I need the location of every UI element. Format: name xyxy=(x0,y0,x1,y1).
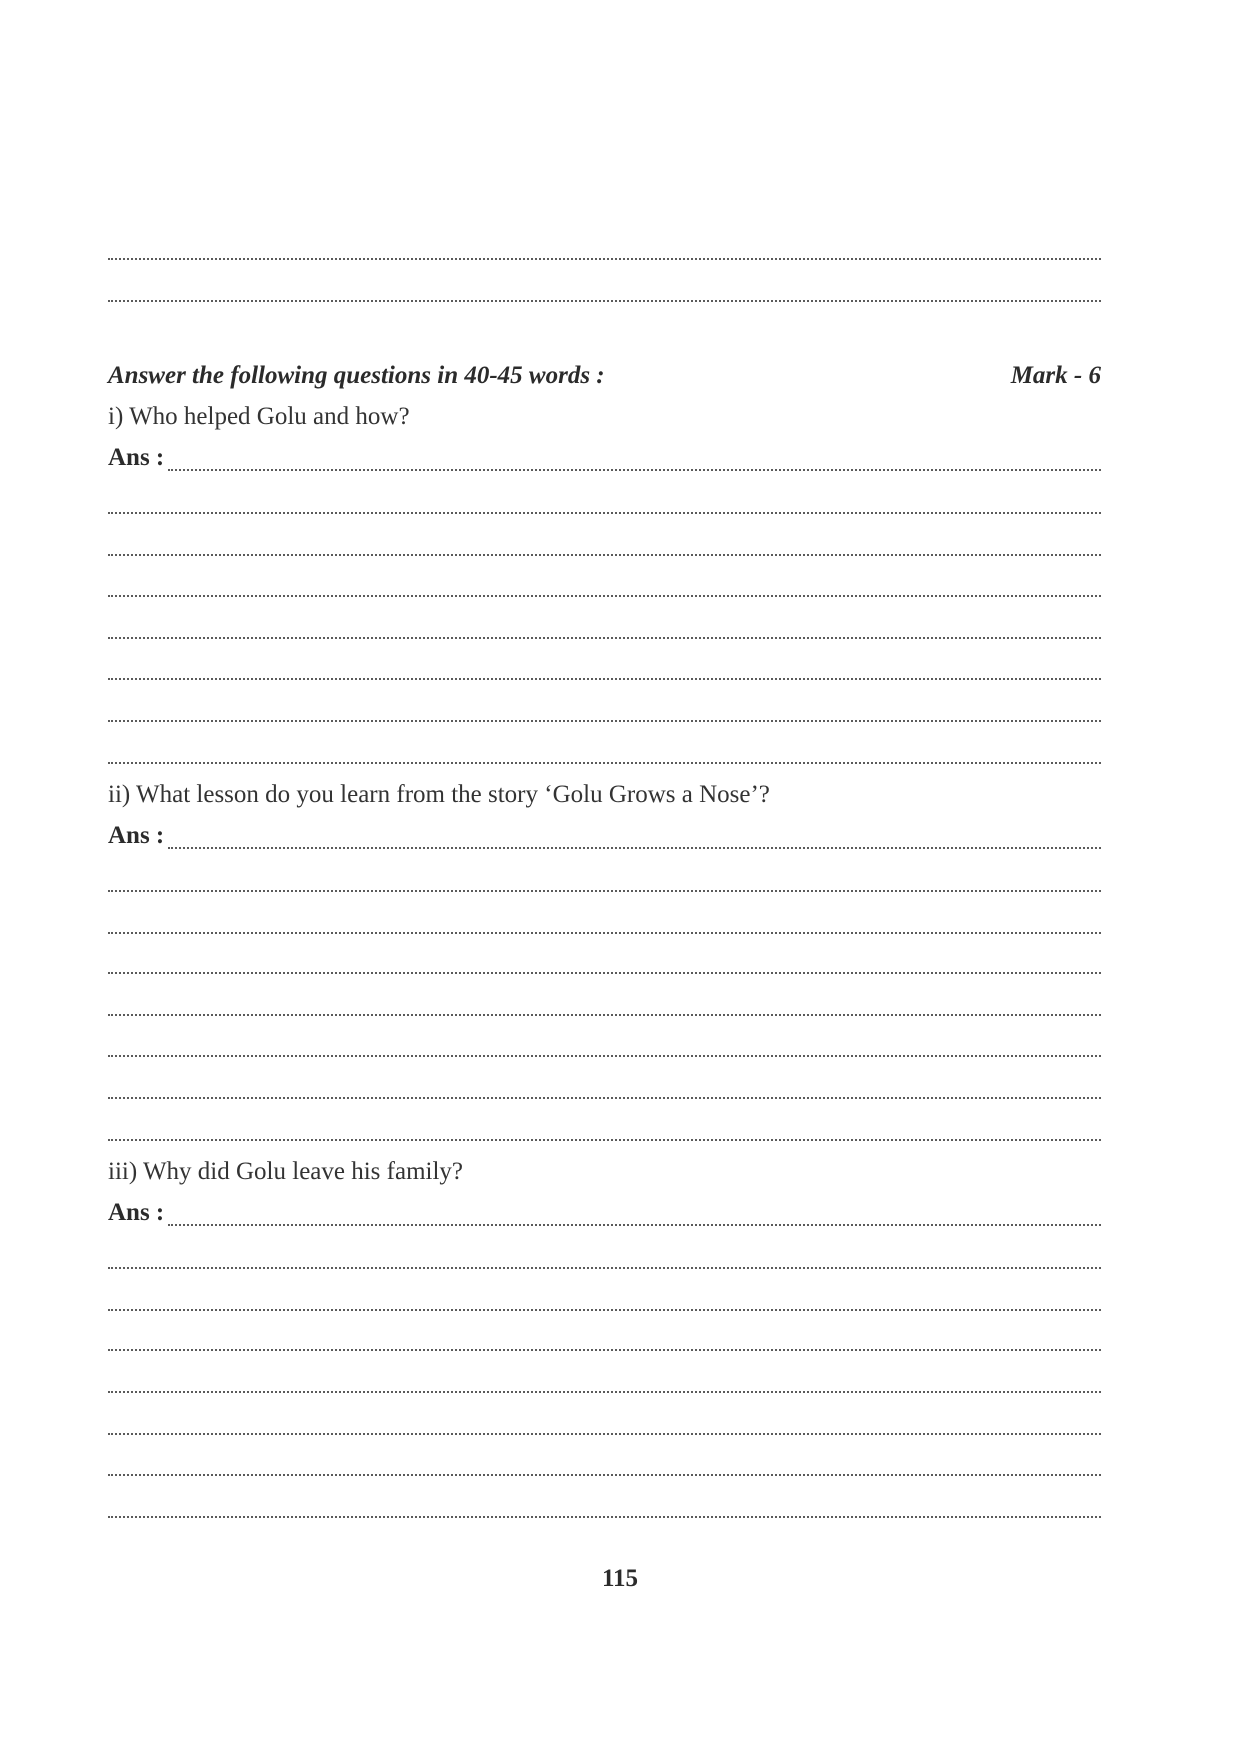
answer-label: Ans : xyxy=(108,822,170,850)
answer-line[interactable] xyxy=(108,1139,1101,1141)
answer-dots xyxy=(168,1224,1101,1226)
answer-line[interactable] xyxy=(108,258,1101,260)
answer-line[interactable] xyxy=(108,678,1101,680)
answer-line[interactable] xyxy=(108,1309,1101,1311)
answer-line[interactable] xyxy=(108,890,1101,892)
section-heading xyxy=(108,362,1101,390)
answer-line[interactable] xyxy=(108,300,1101,302)
answer-line[interactable] xyxy=(108,1097,1101,1099)
answer-line[interactable] xyxy=(108,932,1101,934)
answer-line[interactable] xyxy=(108,637,1101,639)
answer-line[interactable] xyxy=(108,1391,1101,1393)
question-2: ii) What lesson do you learn from the story ‘Golu Grows a Nose’? xyxy=(108,781,770,808)
answer-line[interactable] xyxy=(108,1014,1101,1016)
page-number: 115 xyxy=(601,1565,639,1592)
answer-line[interactable] xyxy=(108,1055,1101,1057)
answer-line[interactable] xyxy=(108,1516,1101,1518)
answer-line[interactable] xyxy=(108,762,1101,764)
answer-line[interactable] xyxy=(108,1433,1101,1435)
answer-dots xyxy=(168,847,1101,849)
answer-label: Ans : xyxy=(108,444,170,472)
answer-line[interactable] xyxy=(108,512,1101,514)
answer-line[interactable] xyxy=(108,1267,1101,1269)
answer-line-first[interactable] xyxy=(108,822,1101,852)
answer-line[interactable] xyxy=(108,595,1101,597)
answer-line[interactable] xyxy=(108,554,1101,556)
answer-line[interactable] xyxy=(108,720,1101,722)
answer-line[interactable] xyxy=(108,1349,1101,1351)
question-1: i) Who helped Golu and how? xyxy=(108,403,410,430)
section-instruction: Answer the following questions in 40-45 words : xyxy=(108,362,605,389)
answer-line[interactable] xyxy=(108,1474,1101,1476)
answer-label: Ans : xyxy=(108,1199,170,1227)
section-marks: Mark - 6 xyxy=(1010,362,1101,389)
question-3: iii) Why did Golu leave his family? xyxy=(108,1158,464,1185)
answer-line-first[interactable] xyxy=(108,444,1101,474)
answer-line-first[interactable] xyxy=(108,1199,1101,1229)
answer-line[interactable] xyxy=(108,972,1101,974)
answer-dots xyxy=(168,469,1101,471)
